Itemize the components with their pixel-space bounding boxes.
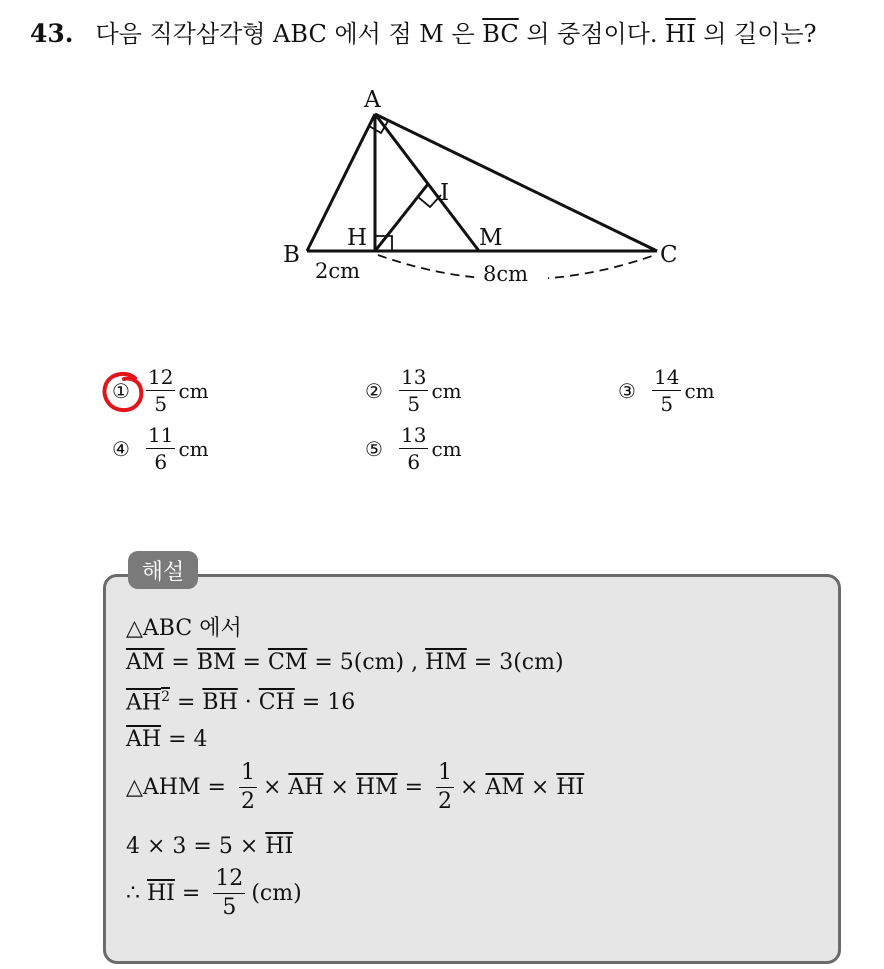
- choice-5[interactable]: [359, 425, 462, 472]
- choice-4[interactable]: [106, 425, 209, 472]
- choice-2-fraction: $\frac{13}{5}$: [401, 365, 427, 416]
- solution-tag: 해설: [128, 551, 198, 589]
- solution-line-5: △AHM = $\frac{1}{2}$ × $\overline{AH}$ × $\overline{HM}$ = $\frac{1}{2}$ × $\overline{AM}$ × $\overline{HI}$: [126, 760, 585, 814]
- solution-line-7: ∴ $\overline{HI}$ = $\frac{12}{5}$ (cm): [126, 866, 302, 920]
- triangle-figure: [280, 82, 700, 297]
- solution-line-3: $AH^2$ = $\overline{BH}$ · $\overline{CH}$ = 16: [126, 689, 356, 716]
- solution-line-1: △ABC 에서: [126, 616, 242, 641]
- label-a: A: [364, 87, 381, 113]
- question-header: [30, 14, 816, 49]
- label-h: H: [347, 225, 368, 251]
- choice-4-mark: ④: [112, 436, 130, 461]
- choice-4-unit: cm: [178, 436, 209, 461]
- choice-5-mark: ⑤: [365, 436, 383, 461]
- choice-2[interactable]: [359, 367, 462, 414]
- label-c: C: [660, 242, 678, 268]
- question-text-before: 다음 직각삼각형 ABC 에서 점 M 은: [95, 20, 483, 48]
- label-bh-length: 2cm: [315, 259, 361, 283]
- choice-1[interactable]: [106, 367, 209, 414]
- choice-5-fraction: $\frac{13}{6}$: [401, 423, 427, 474]
- choice-4-fraction: $\frac{11}{6}$: [148, 423, 174, 474]
- question-number: 43.: [30, 19, 74, 48]
- question-text-mid: 의 중점이다.: [518, 20, 666, 48]
- choice-1-unit: cm: [178, 378, 209, 403]
- choice-2-mark: ②: [365, 378, 383, 403]
- question-text-after: 의 길이는?: [695, 20, 817, 48]
- choice-2-unit: cm: [431, 378, 462, 403]
- perpendicular-hi: [375, 184, 428, 251]
- segment-bc: $\overline{BC}$: [482, 20, 519, 48]
- label-b: B: [283, 242, 300, 268]
- solution-line-2: $\overline{AM}$ = $\overline{BM}$ = $\overline{CM}$ = 5(cm) , $\overline{HM}$ = 3(cm): [126, 650, 564, 675]
- choice-3[interactable]: [612, 367, 715, 414]
- choice-3-unit: cm: [684, 378, 715, 403]
- choice-1-mark: ①: [112, 378, 130, 403]
- side-ac: [375, 114, 657, 251]
- segment-hi: $\overline{HI}$: [665, 20, 696, 48]
- solution-line-6: 4 × 3 = 5 × $\overline{HI}$: [126, 834, 294, 859]
- choice-1-fraction: $\frac{12}{5}$: [148, 365, 174, 416]
- solution-line-4: $\overline{AH}$ = 4: [126, 727, 208, 752]
- choice-3-fraction: $\frac{14}{5}$: [654, 365, 680, 416]
- label-m: M: [479, 225, 503, 251]
- choice-5-unit: cm: [431, 436, 462, 461]
- label-i: I: [440, 180, 450, 206]
- choice-3-mark: ③: [618, 378, 636, 403]
- label-hc-length: 8cm: [483, 262, 529, 286]
